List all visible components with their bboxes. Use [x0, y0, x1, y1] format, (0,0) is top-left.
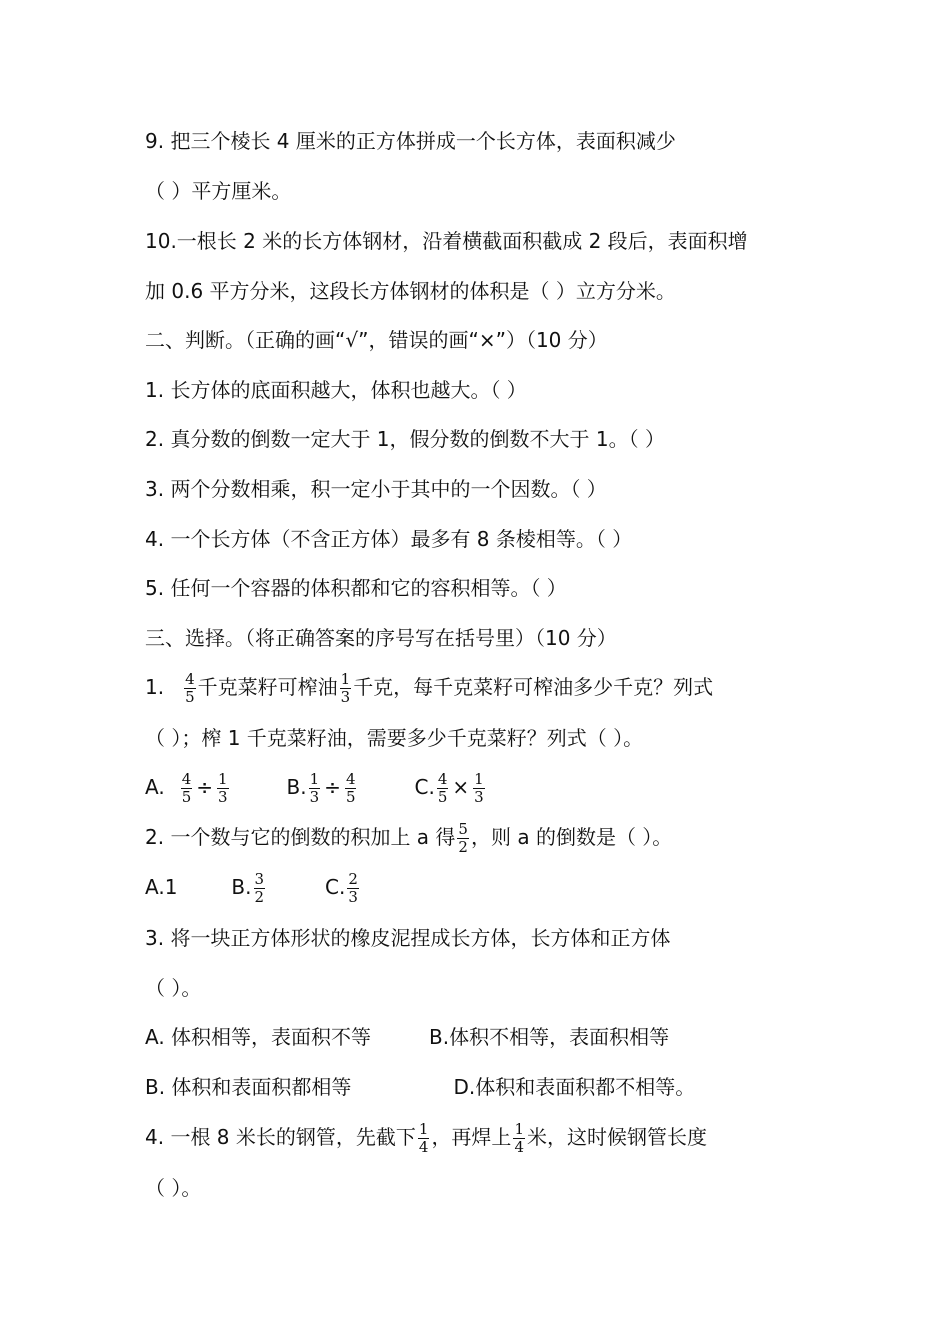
option-c: C. $\frac{4}{5}$ × $\frac{1}{3}$ [414, 770, 484, 806]
choice-question-3-options-row-1 [145, 1023, 669, 1051]
option-c: B. 体积和表面积都相等 [145, 1075, 352, 1099]
option-b: B. $\frac{3}{2}$ [231, 870, 265, 906]
fraction: $\frac{1}{3}$ [340, 670, 351, 706]
choice-question-2-options [145, 871, 361, 906]
option-a: A. $\frac{4}{5}$ ÷ $\frac{1}{3}$ [145, 770, 228, 806]
fraction: $\frac{1}{4}$ [514, 1120, 524, 1156]
question-9-line-2: （ ）平方厘米。 [145, 179, 292, 203]
option-b: B.体积不相等，表面积相等 [429, 1025, 670, 1049]
option-b: B. $\frac{1}{3}$ ÷ $\frac{4}{5}$ [286, 770, 356, 806]
choice-question-1-options [145, 771, 487, 806]
judge-question-3: 3. 两个分数相乘，积一定小于其中的一个因数。（ ） [145, 477, 607, 501]
question-10-line-2: 加 0.6 平方分米，这段长方体钢材的体积是（ ）立方分米。 [145, 279, 676, 303]
choice-question-2: 2. 一个数与它的倒数的积加上 a 得 $\frac{5}{2}$ ，则 a 的倒数是（ ）。 [145, 820, 673, 856]
choice-question-1-line-2: （ ）；榨 1 千克菜籽油，需要多少千克菜籽？列式（ ）。 [145, 726, 644, 750]
choice-question-1-line-1 [145, 671, 713, 706]
choice-question-3-options-row-2 [145, 1073, 695, 1101]
option-d: D.体积和表面积都不相等。 [453, 1075, 696, 1099]
fraction: $\frac{1}{4}$ [418, 1120, 429, 1156]
question-10-line-1: 10.一根长 2 米的长方体钢材，沿着横截面积截成 2 段后，表面积增 [145, 229, 748, 253]
choice-question-3-line-2: （ ）。 [145, 976, 202, 1000]
choice-q1-text-a: 千克菜籽可榨油 [197, 675, 338, 699]
option-a: A.1 [145, 875, 178, 899]
choice-question-4-line-1: 4. 一根 8 米长的钢管，先截下 $\frac{1}{4}$ ，再焊上 $\frac{1}{4}$ 米，这时候钢管长度 [145, 1120, 707, 1156]
section-3-heading: 三、选择。（将正确答案的序号写在括号里）（10 分） [145, 626, 617, 650]
judge-question-5: 5. 任何一个容器的体积都和它的容积相等。（ ） [145, 576, 567, 600]
choice-q1-text-b: 千克，每千克菜籽可榨油多少千克？列式 [353, 675, 714, 699]
option-a: A. 体积相等，表面积不等 [145, 1025, 372, 1049]
section-2-heading: 二、判断。（正确的画“√”，错误的画“×”）（10 分） [145, 328, 608, 352]
choice-q1-number: 1. [145, 675, 165, 699]
fraction: $\frac{5}{2}$ [458, 820, 468, 856]
choice-question-4-line-2: （ ）。 [145, 1176, 202, 1200]
choice-question-3-line-1: 3. 将一块正方体形状的橡皮泥捏成长方体，长方体和正方体 [145, 926, 671, 950]
fraction: $\frac{4}{5}$ [185, 670, 195, 706]
option-c: C. $\frac{2}{3}$ [325, 870, 358, 906]
judge-question-1: 1. 长方体的底面积越大，体积也越大。（ ） [145, 378, 527, 402]
question-9-line-1: 9. 把三个棱长 4 厘米的正方体拼成一个长方体，表面积减少 [145, 129, 676, 153]
judge-question-2: 2. 真分数的倒数一定大于 1，假分数的倒数不大于 1。（ ） [145, 427, 665, 451]
judge-question-4: 4. 一个长方体（不含正方体）最多有 8 条棱相等。（ ） [145, 527, 633, 551]
